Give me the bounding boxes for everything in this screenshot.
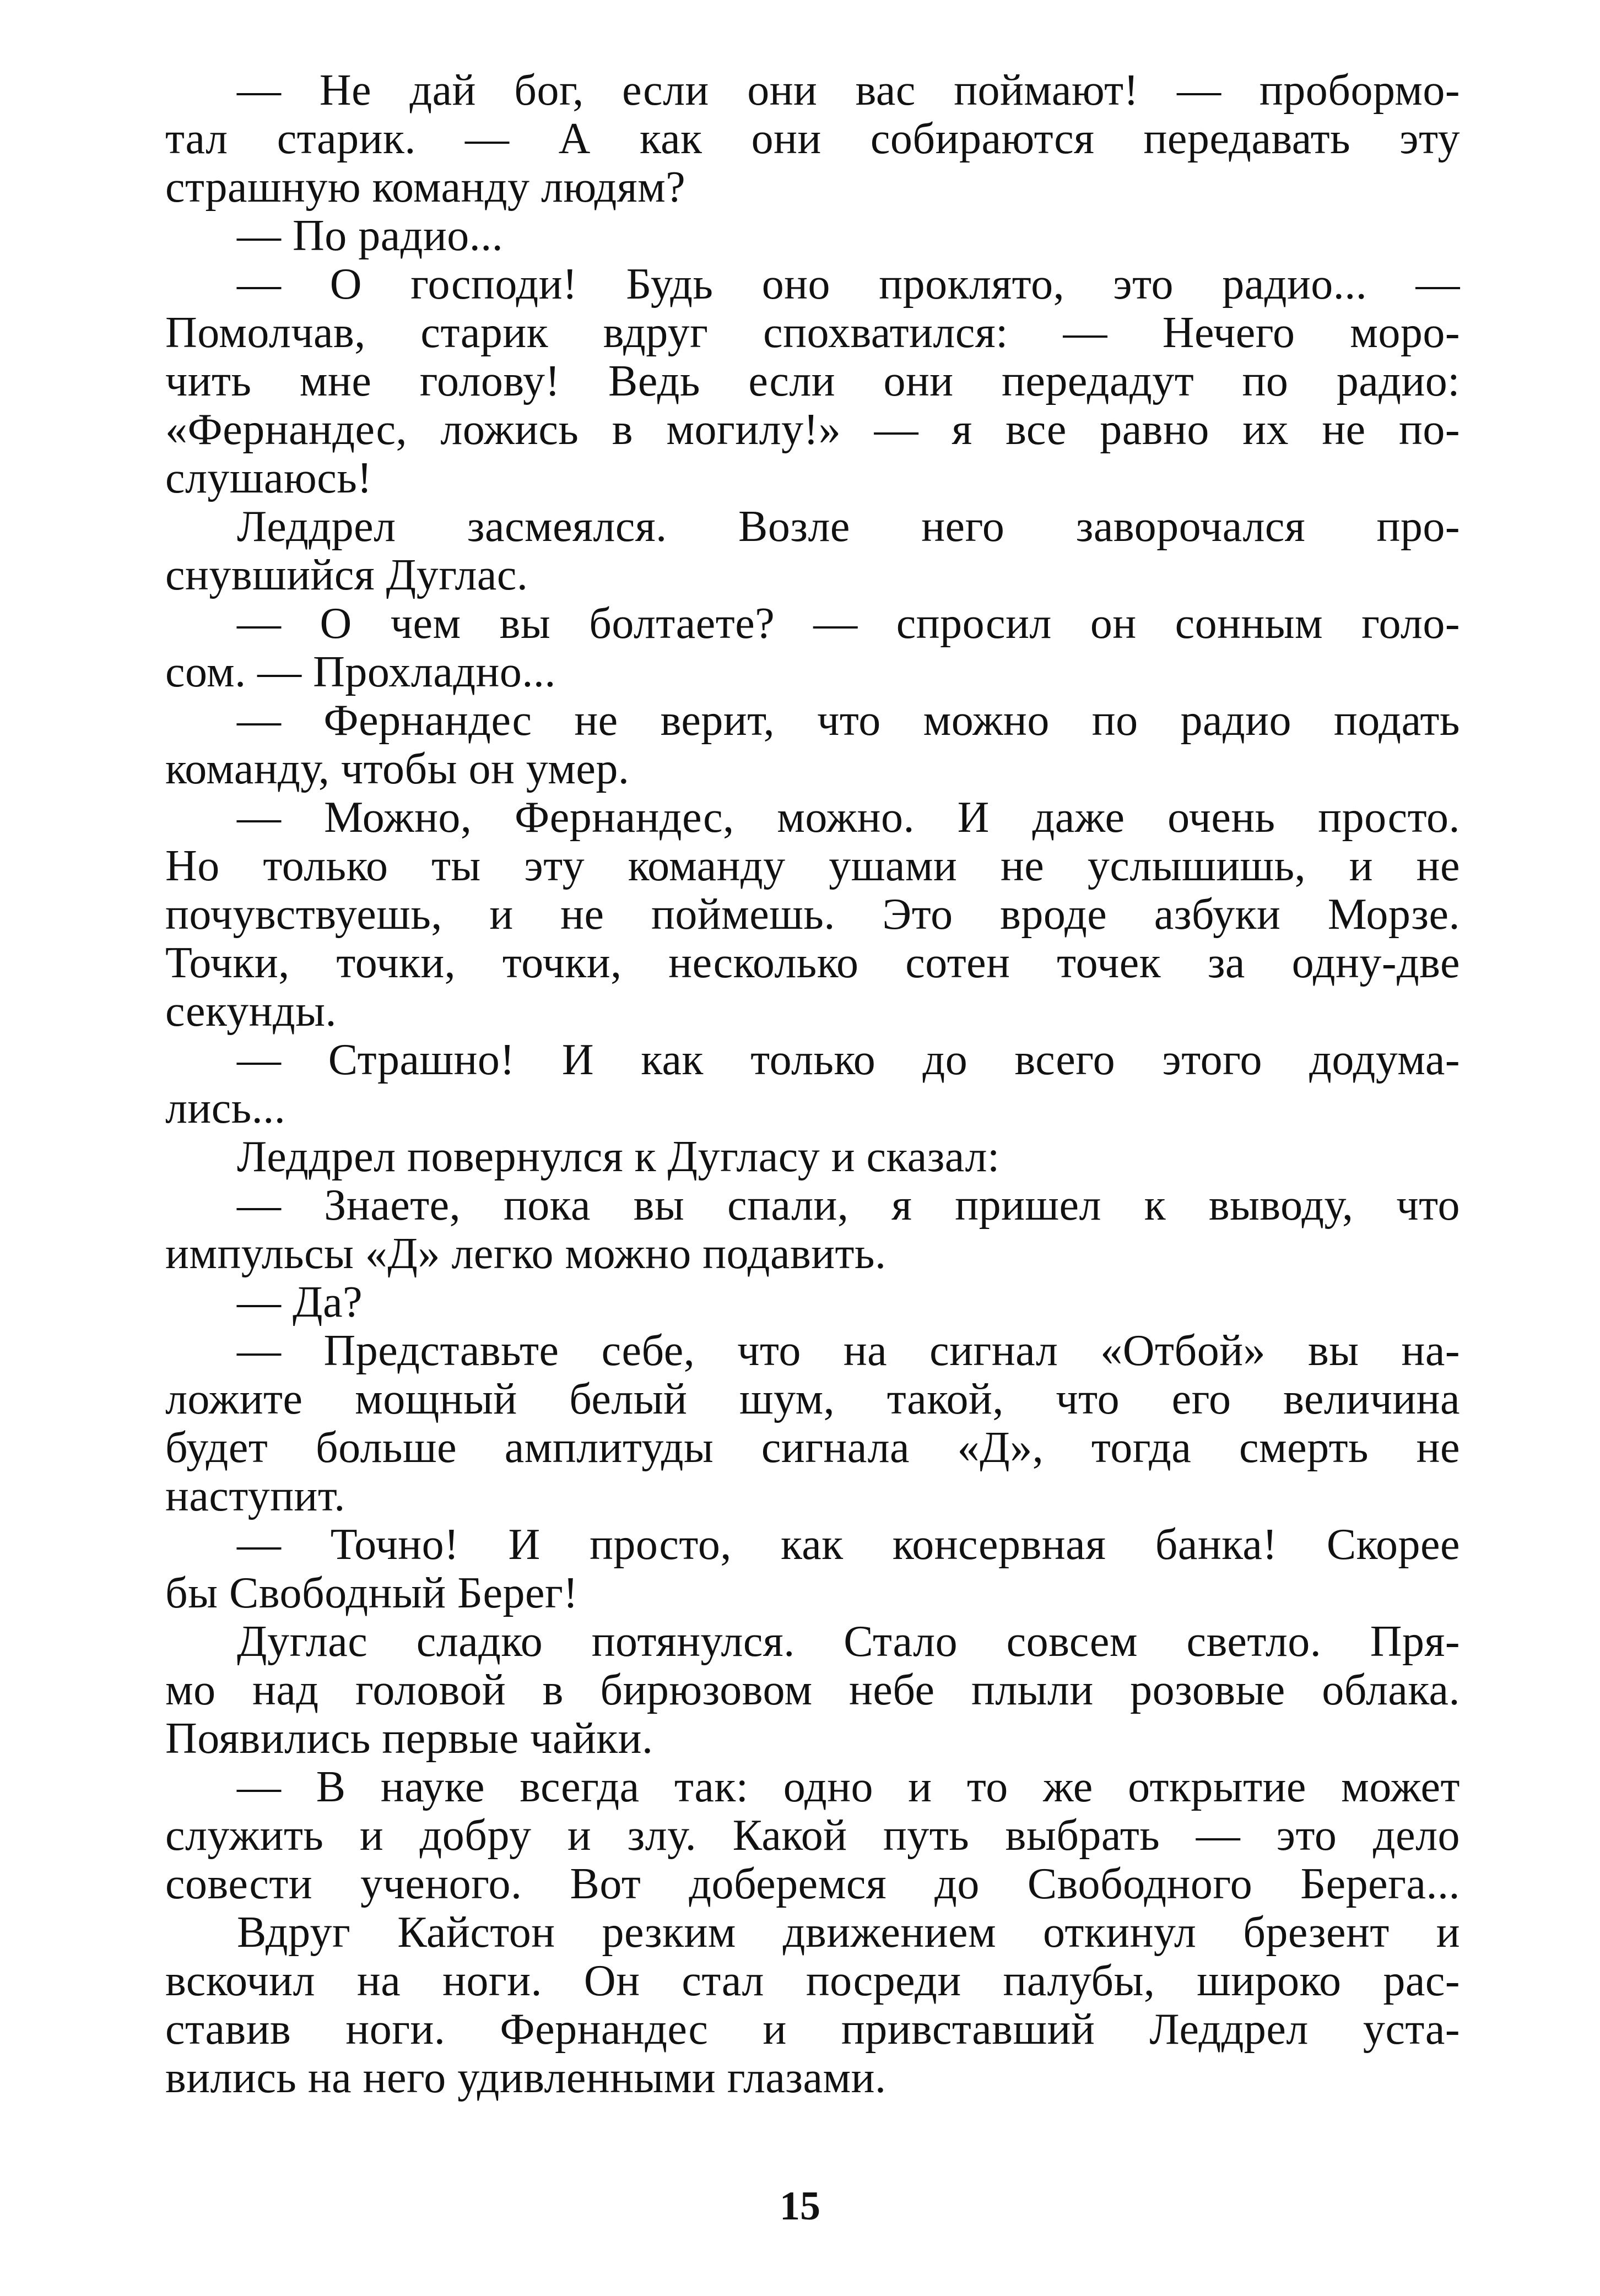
text-line: вскочил на ноги. Он стал посреди палубы, широко рас- [165,1957,1460,2005]
text-line: наступит. [165,1472,345,1520]
text-line: Вдруг Кайстон резким движением откинул брезент и [237,1908,1460,1957]
text-line: слушаюсь! [165,454,372,502]
text-line: служить и добру и злу. Какой путь выбрать — это дело [165,1811,1460,1860]
text-line: бы Свободный Берег! [165,1569,579,1617]
text-line: почувствуешь, и не поймешь. Это вроде азбуки Морзе. [165,890,1460,939]
text-line: вились на него удивленными глазами. [165,2054,887,2102]
text-line: — Знаете, пока вы спали, я пришел к выводу, что [237,1181,1460,1230]
text-line: — Страшно! И как только до всего этого додума- [237,1036,1460,1084]
text-line: Появились первые чайки. [165,1714,653,1763]
text-line: ложите мощный белый шум, такой, что его величина [165,1375,1460,1423]
page-number: 15 [780,2184,820,2229]
text-line: — Можно, Фернандес, можно. И даже очень просто. [237,793,1460,842]
text-line: — О господи! Будь оно проклято, это радио... — [237,260,1460,308]
text-line: «Фернандес, ложись в могилу!» — я все равно их не по- [165,405,1460,454]
text-line: Дуглас сладко потянулся. Стало совсем светло. Пря- [237,1617,1460,1666]
page-text-body [165,66,1460,2102]
text-line: — Не дай бог, если они вас поймают! — пробормо- [237,66,1460,115]
text-line: — Точно! И просто, как консервная банка! Скорее [237,1520,1460,1569]
text-line: Помолчав, старик вдруг спохватился: — Нечего моро- [165,308,1460,357]
text-line: Леддрел повернулся к Дугласу и сказал: [237,1133,1000,1181]
text-line: страшную команду людям? [165,163,686,212]
text-line: команду, чтобы он умер. [165,745,630,793]
text-line: — Представьте себе, что на сигнал «Отбой» вы на- [237,1326,1460,1375]
text-line: секунды. [165,987,337,1036]
text-line: снувшийся Дуглас. [165,551,528,599]
text-line: сом. — Прохладно... [165,648,556,696]
text-line: чить мне голову! Ведь если они передадут по радио: [165,357,1460,405]
text-line: Леддрел засмеялся. Возле него заворочался про- [237,502,1460,551]
text-line: Точки, точки, точки, несколько сотен точек за одну-две [165,939,1460,987]
text-line: — Фернандес не верит, что можно по радио подать [237,696,1460,745]
text-line: мо над головой в бирюзовом небе плыли розовые облака. [165,1666,1460,1714]
text-line: — В науке всегда так: одно и то же открытие может [237,1763,1460,1811]
text-line: импульсы «Д» легко можно подавить. [165,1230,887,1278]
text-line: — О чем вы болтаете? — спросил он сонным голо- [237,599,1460,648]
text-line: — Да? [237,1278,363,1326]
text-line: будет больше амплитуды сигнала «Д», тогда смерть не [165,1423,1460,1472]
text-line: ставив ноги. Фернандес и привставший Леддрел уста- [165,2005,1460,2054]
text-line: лись... [165,1084,286,1133]
text-line: Но только ты эту команду ушами не услышишь, и не [165,842,1460,890]
text-line: совести ученого. Вот доберемся до Свободного Берега... [165,1860,1460,1908]
text-line: тал старик. — А как они собираются передавать эту [165,115,1460,163]
text-line: — По радио... [237,212,504,260]
